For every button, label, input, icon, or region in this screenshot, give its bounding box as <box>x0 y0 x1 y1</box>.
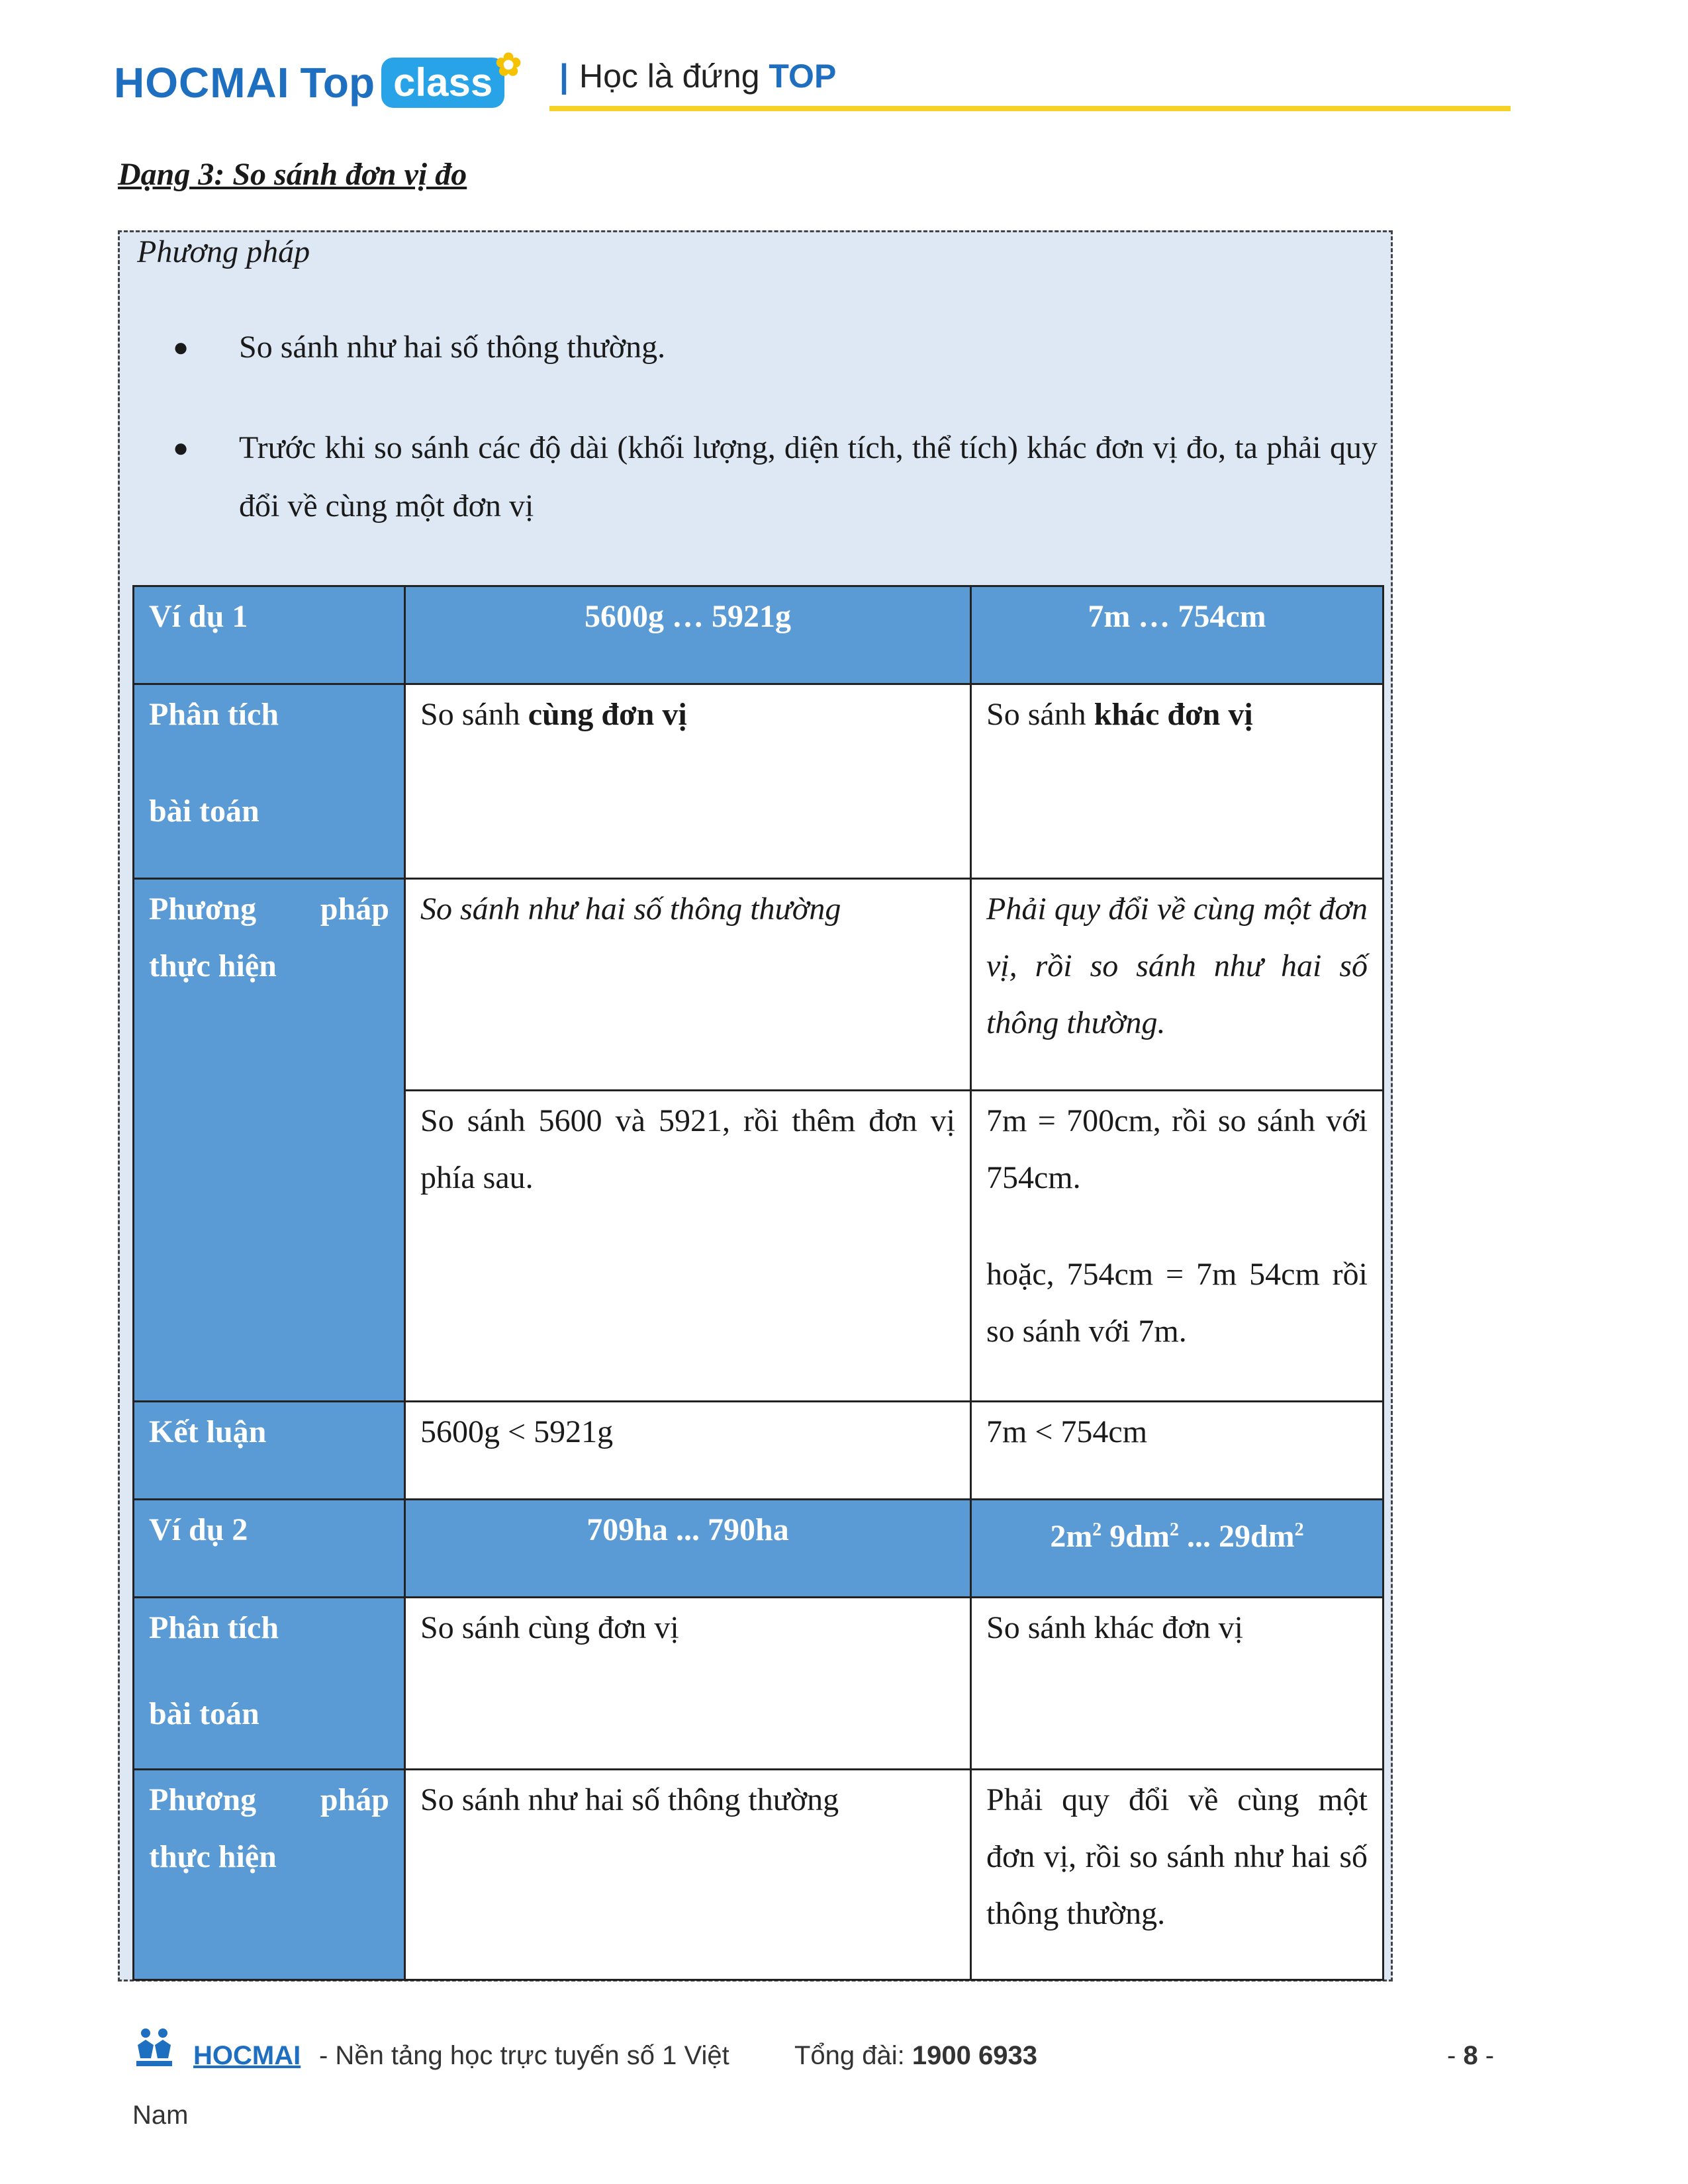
footer-brand-link[interactable]: HOCMAI <box>193 2041 301 2070</box>
example-1-label: Ví dụ 1 <box>134 586 405 684</box>
table-row <box>134 1500 1383 1598</box>
page-number: - 8 - <box>1447 2041 1495 2070</box>
bullet-item: ● So sánh như hai số thông thường. <box>166 318 1378 377</box>
method-title: Phương pháp <box>137 234 310 269</box>
conclusion-cell: 5600g < 5921g <box>405 1402 971 1500</box>
footer-description-tail: Nam <box>132 2101 189 2130</box>
hocmai-topclass-logo <box>114 48 522 113</box>
method-bullets <box>166 318 1378 578</box>
bullet-icon: ● <box>173 433 189 463</box>
bullet-item: ● Trước khi so sánh các độ dài (khối lượng, diện tích, thể tích) khác đơn vị đo, ta phải quy đổi về cùng một đơn vị <box>166 419 1378 535</box>
table-row <box>134 586 1383 684</box>
example-2-label: Ví dụ 2 <box>134 1500 405 1598</box>
example-2-col1: 709ha ... 790ha <box>405 1500 971 1598</box>
example-2-col2: $2m^2$ $9dm^2$ ... $29dm^2$ <box>971 1500 1383 1598</box>
footer-hotline: Tổng đài: 1900 6933 <box>794 2041 1037 2070</box>
hocmai-people-icon <box>132 2025 179 2071</box>
bullet-icon: ● <box>173 332 189 362</box>
method-label: Phương pháp thực hiện <box>134 879 405 1402</box>
steps-cell: 7m = 700cm, rồi so sánh với 754cm. hoặc, 754cm = 7m 54cm rồi so sánh với 7m. <box>971 1091 1383 1402</box>
table-row <box>134 684 1383 879</box>
analysis-label: Phân tích bài toán <box>134 684 405 879</box>
method-cell: So sánh như hai số thông thường <box>405 1770 971 1980</box>
method-cell: Phải quy đổi về cùng một đơn vị, rồi so sánh như hai số thông thường. <box>971 879 1383 1091</box>
analysis-cell: So sánh khác đơn vị <box>971 1598 1383 1770</box>
analysis-cell: So sánh khác đơn vị <box>971 684 1383 879</box>
table-row <box>134 1402 1383 1500</box>
tagline: | Học là đứng TOP <box>559 58 837 95</box>
table-row <box>134 1770 1383 1980</box>
logo-top: Top <box>300 59 375 107</box>
logo-brand: HOCMAI <box>114 59 290 107</box>
analysis-label: Phân tích bài toán <box>134 1598 405 1770</box>
star-icon: ✿ <box>495 48 522 83</box>
conclusion-label: Kết luận <box>134 1402 405 1500</box>
steps-cell: So sánh 5600 và 5921, rồi thêm đơn vị phía sau. <box>405 1091 971 1402</box>
footer-description: - Nền tảng học trực tuyến số 1 Việt <box>319 2041 729 2070</box>
method-label: Phương pháp thực hiện <box>134 1770 405 1980</box>
logo-class: class ✿ <box>381 58 504 108</box>
divider-bar: | <box>559 58 569 95</box>
method-cell: So sánh như hai số thông thường <box>405 879 971 1091</box>
method-cell: Phải quy đổi về cùng một đơn vị, rồi so sánh như hai số thông thường. <box>971 1770 1383 1980</box>
example-1-col1: 5600g … 5921g <box>405 586 971 684</box>
table-row <box>134 879 1383 1091</box>
conclusion-cell: 7m < 754cm <box>971 1402 1383 1500</box>
analysis-cell: So sánh cùng đơn vị <box>405 1598 971 1770</box>
table-row <box>134 1598 1383 1770</box>
section-title: Dạng 3: So sánh đơn vị đo <box>118 157 467 192</box>
example-1-col2: 7m … 754cm <box>971 586 1383 684</box>
examples-table <box>132 585 1384 1981</box>
header-underline <box>549 106 1511 111</box>
analysis-cell: So sánh cùng đơn vị <box>405 684 971 879</box>
